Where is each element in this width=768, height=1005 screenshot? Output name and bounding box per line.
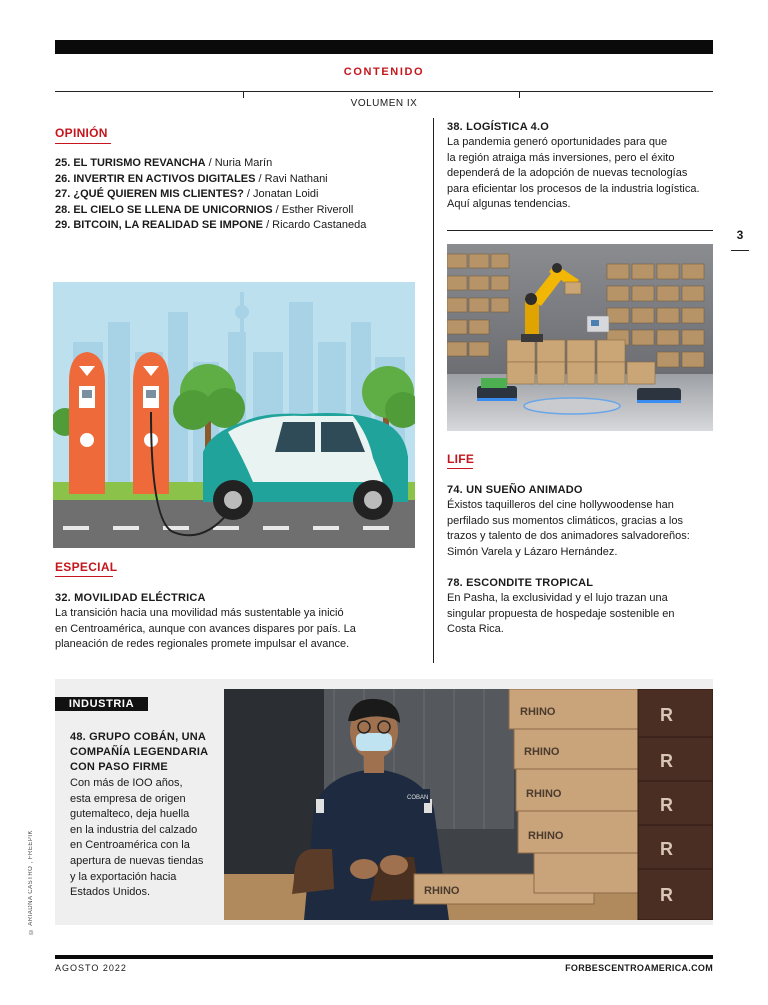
especial-article[interactable] — [55, 592, 425, 653]
life-article-1-body: Éxistos taquilleros del cine hollywoodense han perfilado sus momentos climáticos, gracias a los trazos y talento de dos animadores salvadoreños: Simón Varela y Lázaro Hernández. — [447, 499, 690, 558]
top-black-bar — [55, 40, 713, 54]
svg-text:R: R — [660, 839, 673, 859]
life-underline — [447, 468, 473, 469]
header-rule — [55, 91, 713, 92]
svg-text:R: R — [660, 751, 673, 771]
svg-text:R: R — [660, 885, 673, 905]
life-article-1[interactable] — [447, 484, 717, 560]
svg-text:R: R — [660, 705, 673, 725]
footer-date: AGOSTO 2022 — [55, 963, 127, 973]
box-brand-label: RHINO — [520, 706, 556, 718]
volume-label: VOLUMEN IX — [350, 98, 418, 109]
industria-tag: INDUSTRIA — [55, 697, 148, 711]
life-heading: LIFE — [447, 452, 475, 466]
logistica-body: La pandemia generó oportunidades para que la región atraiga más inversiones, pero el éxito dependerá de la adopción de nuevas tecnologías para eficientar los procesos de la industria logística. Aquí algunas tendencias. — [447, 136, 700, 211]
footer-black-bar — [55, 955, 713, 959]
life-article-2[interactable] — [447, 577, 717, 638]
footer-website-link[interactable]: FORBESCENTROAMERICA.COM — [565, 963, 713, 973]
photo-credit: © ARIADNA CASTRO , FREEPIK — [28, 830, 34, 935]
column-divider — [433, 118, 434, 663]
opinion-item[interactable]: 27. ¿QUÉ QUIEREN MIS CLIENTES? / Jonatan Loidi — [55, 188, 319, 201]
especial-heading: ESPECIAL — [55, 560, 118, 574]
box-brand-label: RHINO — [424, 885, 460, 897]
opinion-list — [55, 156, 415, 234]
page-number-rule — [731, 250, 749, 251]
industria-body: Con más de IOO años, esta empresa de origen gutemalteco, deja huella en la industria del calzado en Centroamérica con la apertura de nuevas tiendas y la exportación hacia Estados Unidos. — [70, 777, 204, 899]
especial-underline — [55, 576, 113, 577]
factory-worker-photo — [224, 689, 713, 920]
opinion-item[interactable]: 29. BITCOIN, LA REALIDAD SE IMPONE / Ricardo Castaneda — [55, 219, 367, 232]
ev-charging-illustration — [53, 282, 415, 548]
logistica-title: 38. LOGÍSTICA 4.O — [447, 121, 550, 133]
header-tick-right — [519, 91, 520, 98]
shirt-logo: COBAN — [407, 795, 429, 801]
especial-title: 32. MOVILIDAD ELÉCTRICA — [55, 592, 206, 604]
page-number: 3 — [736, 228, 744, 242]
logistica-article[interactable] — [447, 121, 717, 213]
especial-body: La transición hacia una movilidad más sustentable ya inició en Centroamérica, aunque con avances dispares por país. La planeación de redes regionales promete impulsar el avance. — [55, 607, 356, 651]
header-tick-left — [243, 91, 244, 98]
box-brand-label: RHINO — [524, 746, 560, 758]
industria-title: 48. GRUPO COBÁN, UNA COMPAÑÍA LEGENDARIA CON PASO FIRME — [70, 731, 209, 773]
opinion-item[interactable]: 28. EL CIELO SE LLENA DE UNICORNIOS / Esther Riveroll — [55, 203, 354, 216]
logistica-rule — [447, 230, 713, 231]
opinion-item[interactable]: 25. EL TURISMO REVANCHA / Nuria Marín — [55, 157, 273, 169]
warehouse-robot-image — [447, 244, 713, 431]
opinion-item[interactable]: 26. INVERTIR EN ACTIVOS DIGITALES / Ravi Nathani — [55, 172, 328, 185]
industria-article[interactable] — [70, 730, 220, 901]
box-brand-label: RHINO — [526, 788, 562, 800]
opinion-underline — [55, 143, 111, 144]
life-article-2-body: En Pasha, la exclusividad y el lujo trazan una singular propuesta de hospedaje sostenible en Costa Rica. — [447, 592, 675, 636]
life-article-2-title: 78. ESCONDITE TROPICAL — [447, 577, 594, 589]
opinion-heading: OPINIÓN — [55, 126, 108, 140]
contents-heading: CONTENIDO — [343, 66, 425, 78]
life-article-1-title: 74. UN SUEÑO ANIMADO — [447, 484, 583, 496]
svg-text:R: R — [660, 795, 673, 815]
box-brand-label: RHINO — [528, 830, 564, 842]
